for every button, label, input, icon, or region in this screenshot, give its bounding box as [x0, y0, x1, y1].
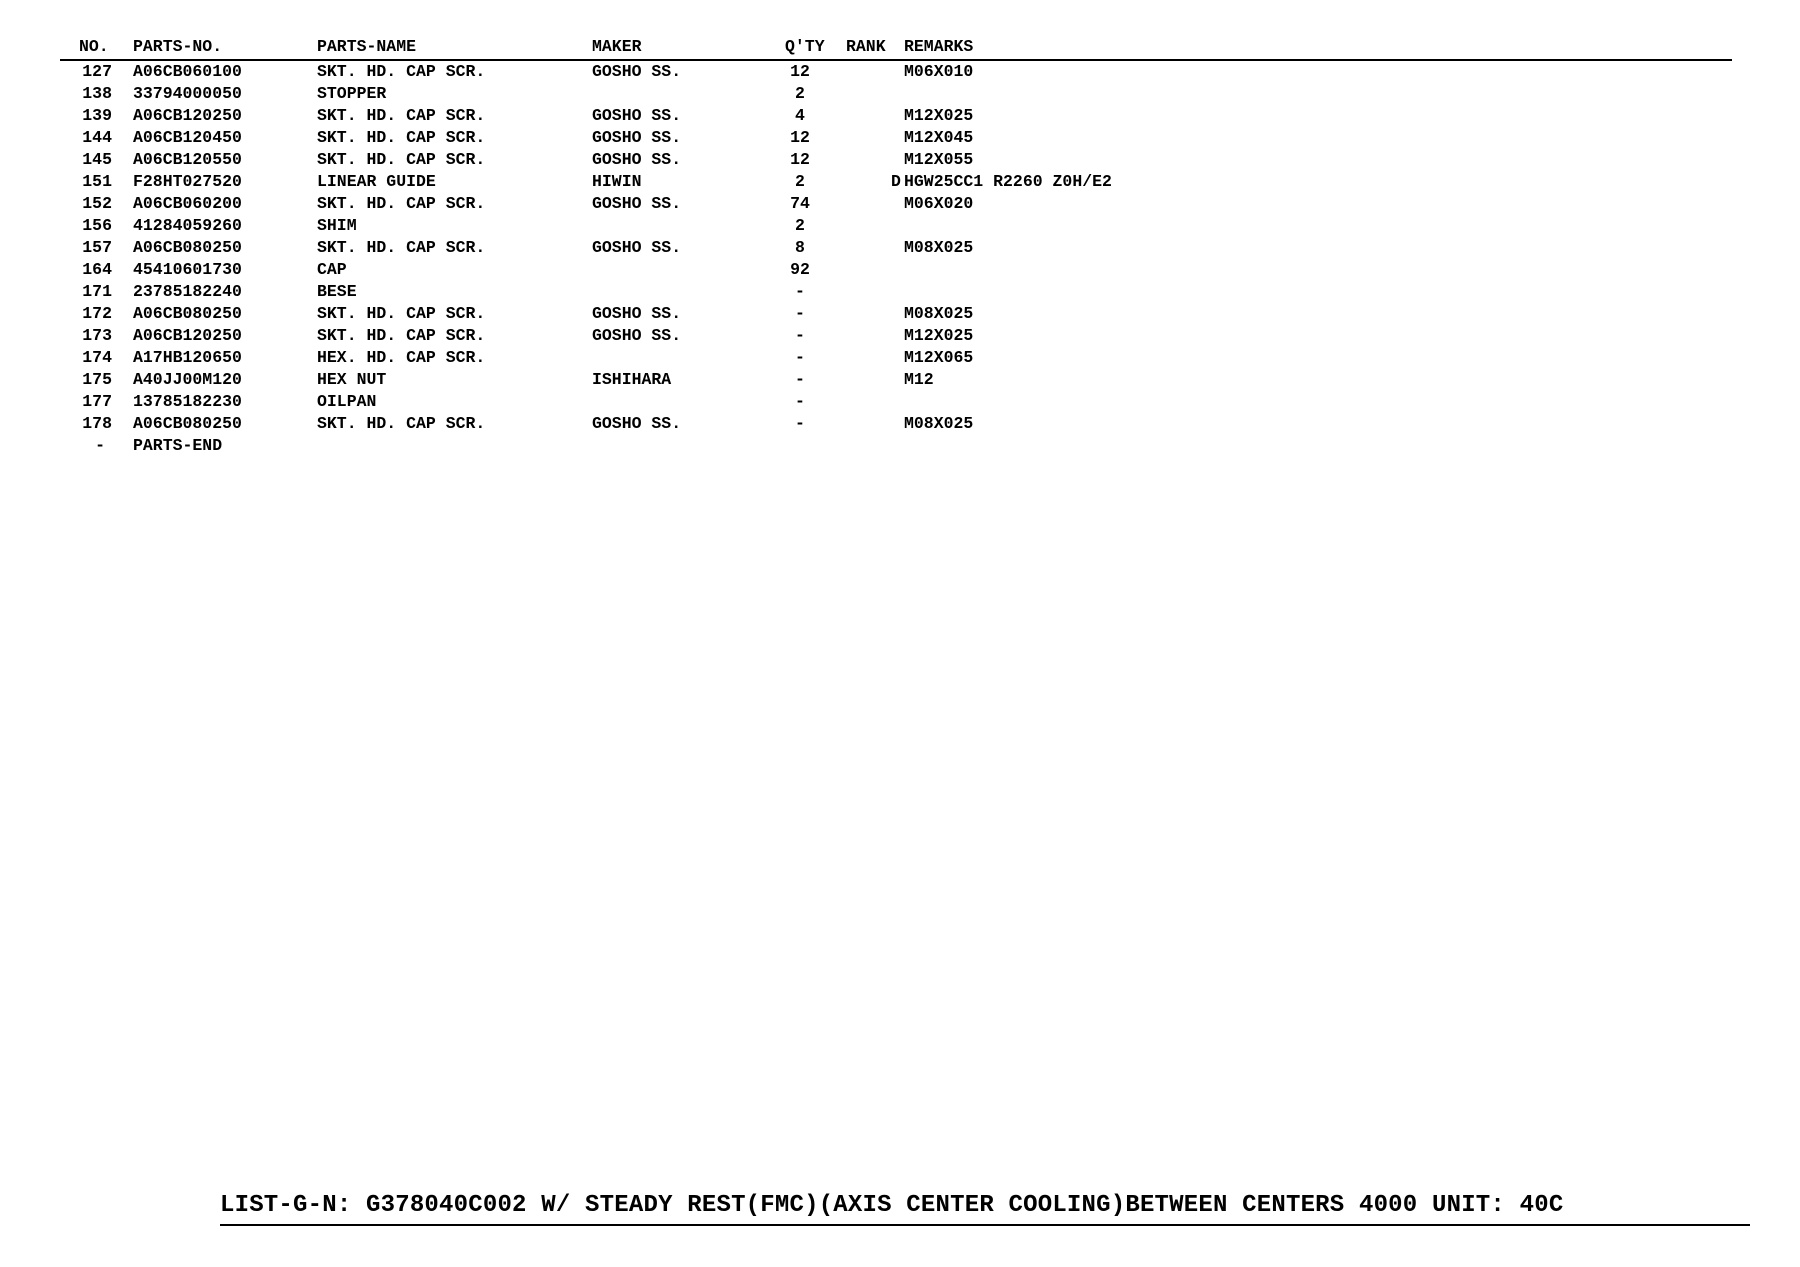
- cell-qty: 4: [795, 106, 805, 125]
- cell-parts-name: SKT. HD. CAP SCR.: [317, 414, 486, 433]
- table-row: [60, 303, 1732, 325]
- cell-no: 173: [82, 326, 112, 345]
- cell-parts-no: A06CB060200: [133, 194, 242, 213]
- header-parts-name: PARTS-NAME: [317, 37, 417, 56]
- cell-maker: GOSHO SS.: [592, 128, 682, 147]
- header-remarks: REMARKS: [904, 37, 974, 56]
- cell-remarks: M12X065: [904, 348, 974, 367]
- table-row: [60, 391, 1732, 413]
- cell-parts-name: HEX NUT: [317, 370, 387, 389]
- cell-parts-no: A06CB120250: [133, 326, 242, 345]
- cell-remarks: M12: [904, 370, 934, 389]
- cell-parts-name: SKT. HD. CAP SCR.: [317, 238, 486, 257]
- cell-parts-no: A06CB080250: [133, 238, 242, 257]
- cell-parts-no: 41284059260: [133, 216, 242, 235]
- cell-parts-no: A40JJ00M120: [133, 370, 242, 389]
- cell-parts-name: OILPAN: [317, 392, 377, 411]
- cell-qty: -: [795, 414, 805, 433]
- cell-qty: 12: [790, 150, 810, 169]
- cell-remarks: M08X025: [904, 238, 974, 257]
- cell-parts-name: HEX. HD. CAP SCR.: [317, 348, 486, 367]
- cell-qty: 8: [795, 238, 805, 257]
- table-row: [60, 347, 1732, 369]
- parts-end-row: [60, 435, 1732, 457]
- header-qty: Q'TY: [785, 37, 825, 56]
- cell-parts-no: 13785182230: [133, 392, 242, 411]
- cell-maker: GOSHO SS.: [592, 150, 682, 169]
- table-row: [60, 149, 1732, 171]
- cell-no: 164: [82, 260, 112, 279]
- cell-remarks: M12X025: [904, 106, 974, 125]
- cell-parts-name: SKT. HD. CAP SCR.: [317, 326, 486, 345]
- table-row: [60, 413, 1732, 435]
- cell-no: 175: [82, 370, 112, 389]
- cell-parts-no: 45410601730: [133, 260, 242, 279]
- cell-no: 144: [82, 128, 112, 147]
- cell-parts-no: F28HT027520: [133, 172, 242, 191]
- cell-qty: -: [795, 282, 805, 301]
- table-row: [60, 237, 1732, 259]
- cell-parts-no: A06CB120450: [133, 128, 242, 147]
- cell-remarks: M12X055: [904, 150, 974, 169]
- cell-remarks: M12X045: [904, 128, 974, 147]
- cell-qty: 12: [790, 62, 810, 81]
- cell-remarks: M08X025: [904, 304, 974, 323]
- cell-qty: 12: [790, 128, 810, 147]
- cell-qty: 2: [795, 84, 805, 103]
- header-maker: MAKER: [592, 37, 642, 56]
- cell-qty: -: [795, 348, 805, 367]
- table-row: [60, 83, 1732, 105]
- cell-no: 156: [82, 216, 112, 235]
- cell-remarks: M06X020: [904, 194, 974, 213]
- cell-maker: GOSHO SS.: [592, 194, 682, 213]
- cell-no: 145: [82, 150, 112, 169]
- cell-maker: ISHIHARA: [592, 370, 672, 389]
- table-header: [60, 36, 1732, 61]
- cell-no: 151: [82, 172, 112, 191]
- cell-no: 171: [82, 282, 112, 301]
- cell-parts-no: A06CB080250: [133, 304, 242, 323]
- header-rank: RANK: [846, 37, 886, 56]
- cell-remarks: M08X025: [904, 414, 974, 433]
- cell-parts-name: SKT. HD. CAP SCR.: [317, 128, 486, 147]
- list-title-footer: LIST-G-N: G378040C002 W/ STEADY REST(FMC)(AXIS CENTER COOLING)BETWEEN CENTERS 4000 UNIT: 40C: [220, 1192, 1750, 1226]
- cell-parts-name: CAP: [317, 260, 347, 279]
- cell-parts-name: SKT. HD. CAP SCR.: [317, 150, 486, 169]
- table-body: [60, 61, 1732, 435]
- table-row: [60, 127, 1732, 149]
- end-row-no: -: [95, 436, 105, 455]
- cell-no: 157: [82, 238, 112, 257]
- cell-maker: GOSHO SS.: [592, 414, 682, 433]
- cell-no: 172: [82, 304, 112, 323]
- table-row: [60, 325, 1732, 347]
- cell-maker: GOSHO SS.: [592, 106, 682, 125]
- cell-parts-no: A06CB120250: [133, 106, 242, 125]
- table-row: [60, 369, 1732, 391]
- cell-maker: GOSHO SS.: [592, 304, 682, 323]
- cell-no: 138: [82, 84, 112, 103]
- cell-remarks: M12X025: [904, 326, 974, 345]
- cell-maker: GOSHO SS.: [592, 238, 682, 257]
- table-row: [60, 61, 1732, 83]
- cell-parts-name: SKT. HD. CAP SCR.: [317, 62, 486, 81]
- table-row: [60, 171, 1732, 193]
- cell-no: 174: [82, 348, 112, 367]
- cell-rank: D: [891, 172, 901, 191]
- cell-parts-no: A06CB060100: [133, 62, 242, 81]
- cell-parts-name: LINEAR GUIDE: [317, 172, 436, 191]
- cell-no: 152: [82, 194, 112, 213]
- cell-qty: -: [795, 326, 805, 345]
- cell-no: 127: [82, 62, 112, 81]
- cell-parts-no: A06CB080250: [133, 414, 242, 433]
- table-row: [60, 105, 1732, 127]
- cell-parts-name: SKT. HD. CAP SCR.: [317, 106, 486, 125]
- cell-remarks: M06X010: [904, 62, 974, 81]
- cell-parts-name: SKT. HD. CAP SCR.: [317, 304, 486, 323]
- table-row: [60, 281, 1732, 303]
- cell-qty: 2: [795, 172, 805, 191]
- cell-parts-name: STOPPER: [317, 84, 387, 103]
- cell-parts-no: 33794000050: [133, 84, 242, 103]
- table-row: [60, 193, 1732, 215]
- cell-maker: GOSHO SS.: [592, 326, 682, 345]
- cell-remarks: HGW25CC1 R2260 Z0H/E2: [904, 172, 1112, 191]
- header-no: NO.: [79, 37, 109, 56]
- cell-qty: 74: [790, 194, 810, 213]
- cell-parts-name: SHIM: [317, 216, 357, 235]
- table-row: [60, 259, 1732, 281]
- parts-list-table: [60, 36, 1732, 457]
- cell-no: 139: [82, 106, 112, 125]
- header-parts-no: PARTS-NO.: [133, 37, 223, 56]
- cell-no: 177: [82, 392, 112, 411]
- cell-maker: HIWIN: [592, 172, 642, 191]
- table-row: [60, 215, 1732, 237]
- cell-qty: -: [795, 392, 805, 411]
- cell-maker: GOSHO SS.: [592, 62, 682, 81]
- cell-qty: -: [795, 304, 805, 323]
- cell-parts-no: A06CB120550: [133, 150, 242, 169]
- cell-no: 178: [82, 414, 112, 433]
- cell-qty: 2: [795, 216, 805, 235]
- cell-qty: -: [795, 370, 805, 389]
- cell-parts-no: A17HB120650: [133, 348, 242, 367]
- end-row-label: PARTS-END: [133, 436, 223, 455]
- cell-qty: 92: [790, 260, 810, 279]
- cell-parts-name: BESE: [317, 282, 357, 301]
- cell-parts-no: 23785182240: [133, 282, 242, 301]
- cell-parts-name: SKT. HD. CAP SCR.: [317, 194, 486, 213]
